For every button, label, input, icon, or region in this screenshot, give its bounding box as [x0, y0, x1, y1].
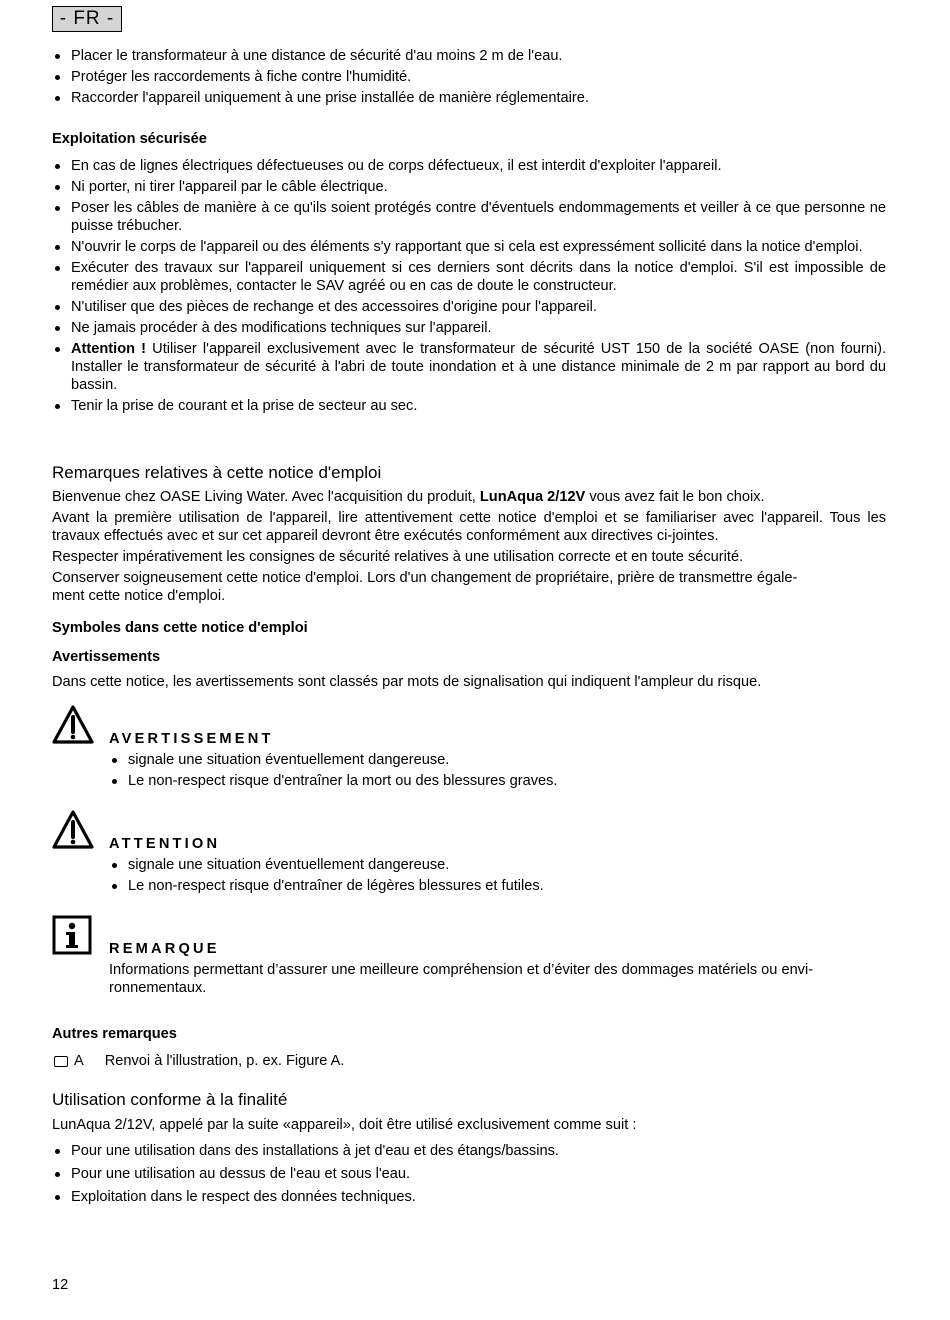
figure-reference-icon [54, 1056, 68, 1067]
avertissement-block [52, 705, 886, 793]
list-item-attention [52, 340, 886, 394]
safe-operation-heading: Exploitation sécurisée [52, 131, 207, 147]
list-item: Protéger les raccordements à fiche contre l'humidité. [52, 68, 886, 86]
remarque-label: REMARQUE [109, 941, 220, 957]
page-number: 12 [52, 1277, 69, 1293]
list-item: Raccorder l'appareil uniquement à une prise installée de manière réglementaire. [52, 89, 886, 107]
list-item: Le non-respect risque d'entraîner de légères blessures et futiles. [109, 877, 886, 895]
remarks-paragraph: Respecter impérativement les consignes de sécurité relatives à une utilisation correcte et en toute sécurité. [52, 549, 744, 565]
remarks-paragraph: Avant la première utilisation de l'appareil, lire attentivement cette notice d'emploi et se familiariser avec l'appareil. Tous les travaux effectués avec et sur cet appareil devront être exécutés conformément aux directives ci-jointes. [52, 510, 886, 544]
list-item: signale une situation éventuellement dangereuse. [109, 856, 886, 874]
list-item: signale une situation éventuellement dangereuse. [109, 751, 886, 769]
warning-triangle-icon [52, 705, 94, 745]
other-remarks-heading: Autres remarques [52, 1026, 177, 1042]
list-item: Poser les câbles de manière à ce qu'ils soient protégés contre d'éventuels endommagements et veiller à ce que personne ne puisse trébucher. [52, 199, 886, 235]
list-item: Pour une utilisation dans des installations à jet d'eau et des étangs/bassins. [52, 1142, 886, 1160]
language-tag: - FR - [52, 6, 122, 32]
remarks-body [52, 488, 886, 605]
attention-label: Attention ! [71, 341, 147, 357]
list-item: Ni porter, ni tirer l'appareil par le câble électrique. [52, 178, 886, 196]
list-item: N'ouvrir le corps de l'appareil ou des éléments s'y rapportant que si cela est expressément sollicité dans la notice d'emploi. [52, 238, 886, 256]
remarks-paragraph: Conserver soigneusement cette notice d'emploi. Lors d'un changement de propriétaire, prière de transmettre égale- ment cette notice d'emploi. [52, 570, 798, 604]
avertissement-label: AVERTISSEMENT [109, 731, 274, 747]
symbols-heading: Symboles dans cette notice d'emploi [52, 620, 308, 636]
safe-operation-list [52, 157, 886, 418]
remarque-text: Informations permettant d’assurer une meilleure compréhension et d’éviter des dommages matériels ou envi- ronnementaux. [109, 962, 814, 996]
list-item: Pour une utilisation au dessus de l'eau et sous l'eau. [52, 1165, 886, 1183]
usage-heading: Utilisation conforme à la finalité [52, 1090, 288, 1109]
remarque-block [52, 915, 886, 997]
remarks-paragraph: Bienvenue chez OASE Living Water. Avec l'acquisition du produit, LunAqua 2/12V vous avez fait le bon choix. [52, 489, 765, 505]
list-item: Le non-respect risque d'entraîner la mort ou des blessures graves. [109, 772, 886, 790]
avertissement-list [109, 751, 886, 790]
figure-reference [52, 1052, 344, 1070]
usage-list [52, 1142, 886, 1209]
remarks-heading: Remarques relatives à cette notice d'emploi [52, 463, 382, 482]
intro-bullet-list [52, 47, 886, 110]
list-item: Exécuter des travaux sur l'appareil uniquement si ces derniers sont décrits dans la notice d'emploi. S'il est impossible de remédier aux problèmes, contacter le SAV agréé ou en cas de doute le constructeur. [52, 259, 886, 295]
product-name: LunAqua 2/12V [479, 489, 586, 505]
figure-reference-letter: A [74, 1053, 84, 1069]
attention-text: Utiliser l'appareil exclusivement avec le transformateur de sécurité UST 150 de la société OASE (non fourni). Installer le transformateur de sécurité à l'abri de toute inondation et à une distance minimale de 2 m par rapport au bord du bassin. [71, 341, 886, 393]
attention-list [109, 856, 886, 895]
attention-block [52, 810, 886, 898]
list-item: Placer le transformateur à une distance de sécurité d'au moins 2 m de l'eau. [52, 47, 886, 65]
list-item: Tenir la prise de courant et la prise de secteur au sec. [52, 397, 886, 415]
warnings-intro: Dans cette notice, les avertissements sont classés par mots de signalisation qui indiquent l'ampleur du risque. [52, 674, 762, 690]
usage-intro: LunAqua 2/12V, appelé par la suite «appareil», doit être utilisé exclusivement comme suit : [52, 1117, 637, 1133]
list-item: En cas de lignes électriques défectueuses ou de corps défectueux, il est interdit d'exploiter l'appareil. [52, 157, 886, 175]
list-item: N'utiliser que des pièces de rechange et des accessoires d'origine pour l'appareil. [52, 298, 886, 316]
list-item: Exploitation dans le respect des données techniques. [52, 1188, 886, 1206]
info-icon [52, 915, 92, 955]
attention-signal-label: ATTENTION [109, 836, 221, 852]
figure-reference-text: Renvoi à l'illustration, p. ex. Figure A. [104, 1053, 345, 1069]
caution-triangle-icon [52, 810, 94, 850]
list-item: Ne jamais procéder à des modifications techniques sur l'appareil. [52, 319, 886, 337]
warnings-heading: Avertissements [52, 649, 161, 665]
